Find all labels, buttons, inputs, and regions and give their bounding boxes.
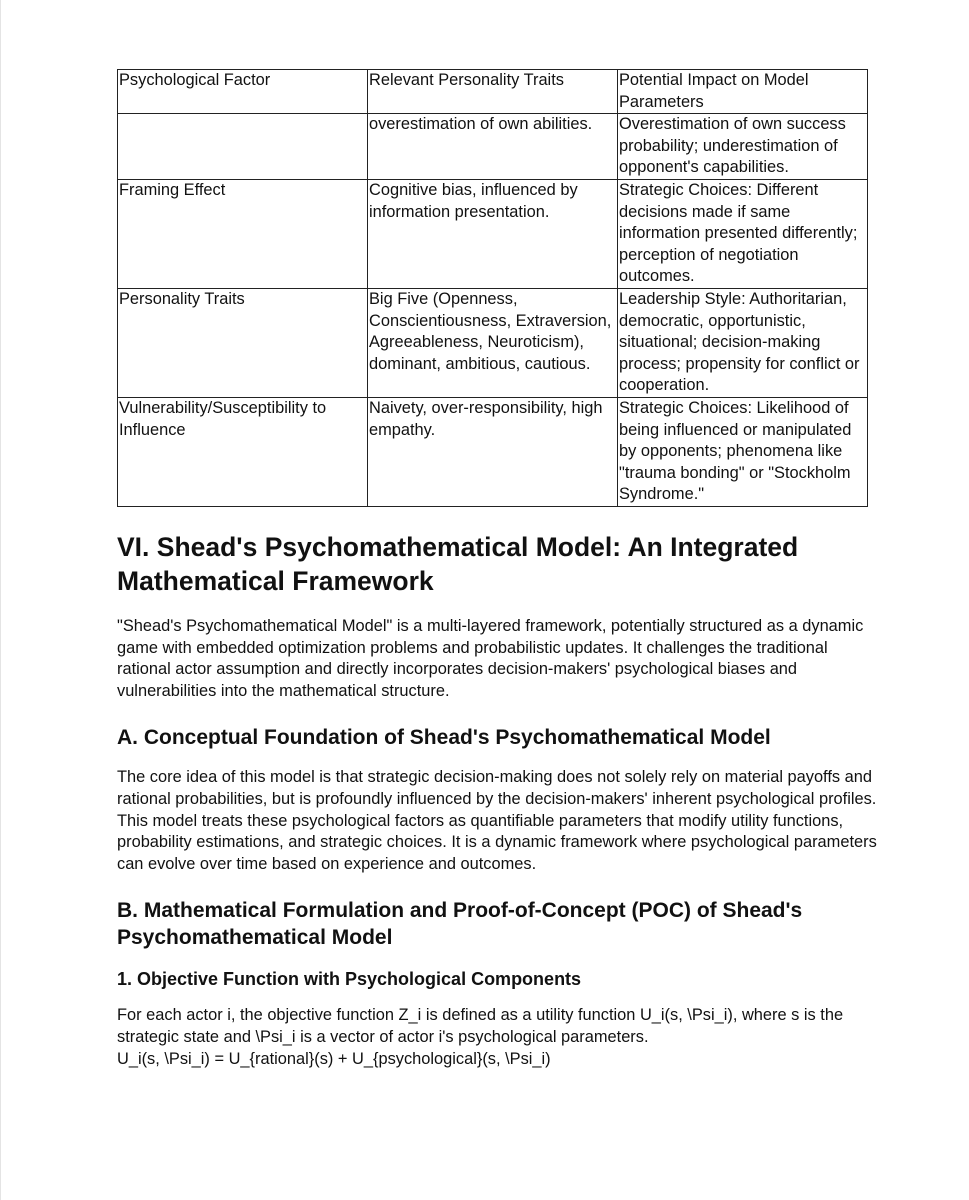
table-row bbox=[118, 114, 868, 180]
table-cell-impact: Overestimation of own success probability; underestimation of opponent's capabilities. bbox=[618, 114, 868, 180]
section-intro: "Shead's Psychomathematical Model" is a multi-layered framework, potentially structured as a dynamic game with embedded optimization problems and probabilistic updates. It challenges the traditional rational actor assumption and directly incorporates decision-makers' psychological biases and vulnerabilities into the mathematical structure. bbox=[117, 617, 864, 700]
table-cell-traits: Cognitive bias, influenced by information presentation. bbox=[368, 179, 618, 288]
subsection-a-title: A. Conceptual Foundation of Shead's Psychomathematical Model bbox=[117, 726, 771, 750]
table-cell-traits: Big Five (Openness, Conscientiousness, Extraversion, Agreeableness, Neuroticism), dominant, ambitious, cautious. bbox=[368, 288, 618, 397]
table-cell-factor: Vulnerability/Susceptibility to Influence bbox=[118, 397, 368, 506]
table-cell-impact: Leadership Style: Authoritarian, democratic, opportunistic, situational; decision-making process; propensity for conflict or cooperation. bbox=[618, 288, 868, 397]
utility-formula: U_i(s, \Psi_i) = U_{rational}(s) + U_{psychological}(s, \Psi_i) bbox=[117, 1049, 551, 1068]
table-cell-factor: Framing Effect bbox=[118, 179, 368, 288]
table-header-cell: Relevant Personality Traits bbox=[368, 70, 618, 114]
subsection-a-text: The core idea of this model is that strategic decision-making does not solely rely on material payoffs and rational probabilities, but is profoundly influenced by the decision-makers' inherent psychological profiles. This model treats these psychological factors as quantifiable parameters that modify utility functions, probability estimations, and strategic choices. It is a dynamic framework where psychological parameters can evolve over time based on experience and outcomes. bbox=[117, 768, 877, 873]
table-cell-traits: overestimation of own abilities. bbox=[368, 114, 618, 180]
table-cell-factor bbox=[118, 114, 368, 180]
table-row bbox=[118, 179, 868, 288]
objective-function-description: For each actor i, the objective function Z_i is defined as a utility function U_i(s, \Psi_i), where s is the strategic state and \Psi_i is a vector of actor i's psychological parameters. bbox=[117, 1006, 844, 1046]
table-row bbox=[118, 397, 868, 506]
table-header-cell: Psychological Factor bbox=[118, 70, 368, 114]
section-title: VI. Shead's Psychomathematical Model: An Integrated Mathematical Framework bbox=[117, 532, 799, 596]
objective-function-heading: 1. Objective Function with Psychological Components bbox=[117, 969, 582, 990]
table-cell-impact: Strategic Choices: Different decisions made if same information presented differently; perception of negotiation outcomes. bbox=[618, 179, 868, 288]
objective-function-text bbox=[117, 1005, 877, 1070]
table-header-cell: Potential Impact on Model Parameters bbox=[618, 70, 868, 114]
psychological-factors-table bbox=[117, 69, 868, 507]
table-cell-impact: Strategic Choices: Likelihood of being influenced or manipulated by opponents; phenomena like "trauma bonding" or "Stockholm Syndrome." bbox=[618, 397, 868, 506]
subsection-b-title: B. Mathematical Formulation and Proof-of-Concept (POC) of Shead's Psychomathematical Model bbox=[117, 899, 803, 950]
table-row bbox=[118, 288, 868, 397]
section-content bbox=[117, 530, 877, 1092]
table-cell-factor: Personality Traits bbox=[118, 288, 368, 397]
table-header-row bbox=[118, 70, 868, 114]
table-cell-traits: Naivety, over-responsibility, high empathy. bbox=[368, 397, 618, 506]
